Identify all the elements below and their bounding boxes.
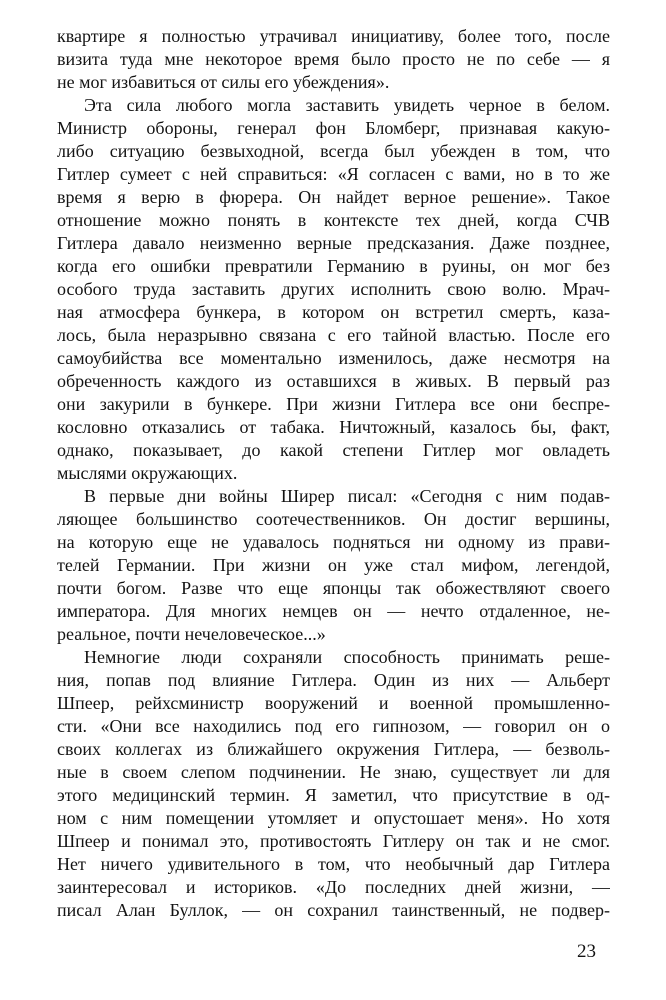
text-line: отношение можно понять в контексте тех дней, когда СЧВ [57,210,610,230]
text-block [57,25,610,922]
text-line: Нет ничего удивительного в том, что необычный дар Гитлера [57,854,610,874]
text-line: Шпеер, рейхсминистр вооружений и военной промышленно- [57,693,610,713]
text-line: реальное, почти нечеловеческое...» [57,624,326,644]
text-line: не мог избавиться от силы его убеждения». [57,72,390,92]
text-line: мыслями окружающих. [57,463,238,483]
text-line: они закурили в бункере. При жизни Гитлера все они беспре- [57,394,610,414]
text-line: самоубийства все моментально изменилось, даже несмотря на [57,348,610,368]
text-line: обреченность каждого из оставшихся в живых. В первый раз [57,371,610,391]
text-line: этого медицинский термин. Я заметил, что присутствие в од- [57,785,610,805]
paragraph [57,94,610,485]
text-line: ния, попав под влияние Гитлера. Один из них — Альберт [57,670,610,690]
text-line: квартире я полностью утрачивал инициативу, более того, после [57,26,610,46]
text-line: ная атмосфера бункера, в котором он встретил смерть, каза- [57,302,610,322]
page-number: 23 [577,941,596,962]
text-line: ляющее большинство соотечественников. Он достиг вершины, [57,509,610,529]
text-line: писал Алан Буллок, — он сохранил таинственный, не подвер- [57,900,610,920]
text-line: Шпеер и понимал это, противостоять Гитлеру он так и не смог. [57,831,610,851]
text-line: своих коллегах из ближайшего окружения Гитлера, — безволь- [57,739,610,759]
text-line: Министр обороны, генерал фон Бломберг, признавая какую- [57,118,610,138]
text-line: Эта сила любого могла заставить увидеть черное в белом. [84,95,610,115]
text-line: сти. «Они все находились под его гипнозом, — говорил он о [57,716,610,736]
text-line: заинтересовал и историков. «До последних дней жизни, — [57,877,610,897]
text-line: кословно отказались от табака. Ничтожный, казалось бы, факт, [57,417,610,437]
paragraph [57,646,610,922]
text-line: Немногие люди сохраняли способность принимать реше- [84,647,610,667]
text-line: лось, была неразрывно связана с его тайной властью. После его [57,325,610,345]
paragraph [57,25,610,94]
text-line: В первые дни войны Ширер писал: «Сегодня с ним подав- [84,486,610,506]
text-line: ном с ним помещении утомляет и опустошает меня». Но хотя [57,808,610,828]
text-line: визита туда мне некоторое время было просто не по себе — я [57,49,610,69]
text-line: ные в своем слепом подчинении. Не знаю, существует ли для [57,762,610,782]
text-line: Гитлера давало неизменно верные предсказания. Даже позднее, [57,233,610,253]
text-line: Гитлер сумеет с ней справиться: «Я согласен с вами, но в то же [57,164,610,184]
text-line: время я верю в фюрера. Он найдет верное решение». Такое [57,187,610,207]
text-line: на которую еще не удавалось подняться ни одному из прави- [57,532,610,552]
text-line: либо ситуацию безвыходной, всегда был убежден в том, что [57,141,610,161]
text-line: особого труда заставить других исполнить свою волю. Мрач- [57,279,610,299]
text-line: когда его ошибки превратили Германию в руины, он мог без [57,256,610,276]
text-line: телей Германии. При жизни он уже стал мифом, легендой, [57,555,610,575]
text-line: императора. Для многих немцев он — нечто отдаленное, не- [57,601,610,621]
text-line: однако, показывает, до какой степени Гитлер мог овладеть [57,440,610,460]
paragraph [57,485,610,646]
text-line: почти богом. Разве что еще японцы так обожествляют своего [57,578,610,598]
